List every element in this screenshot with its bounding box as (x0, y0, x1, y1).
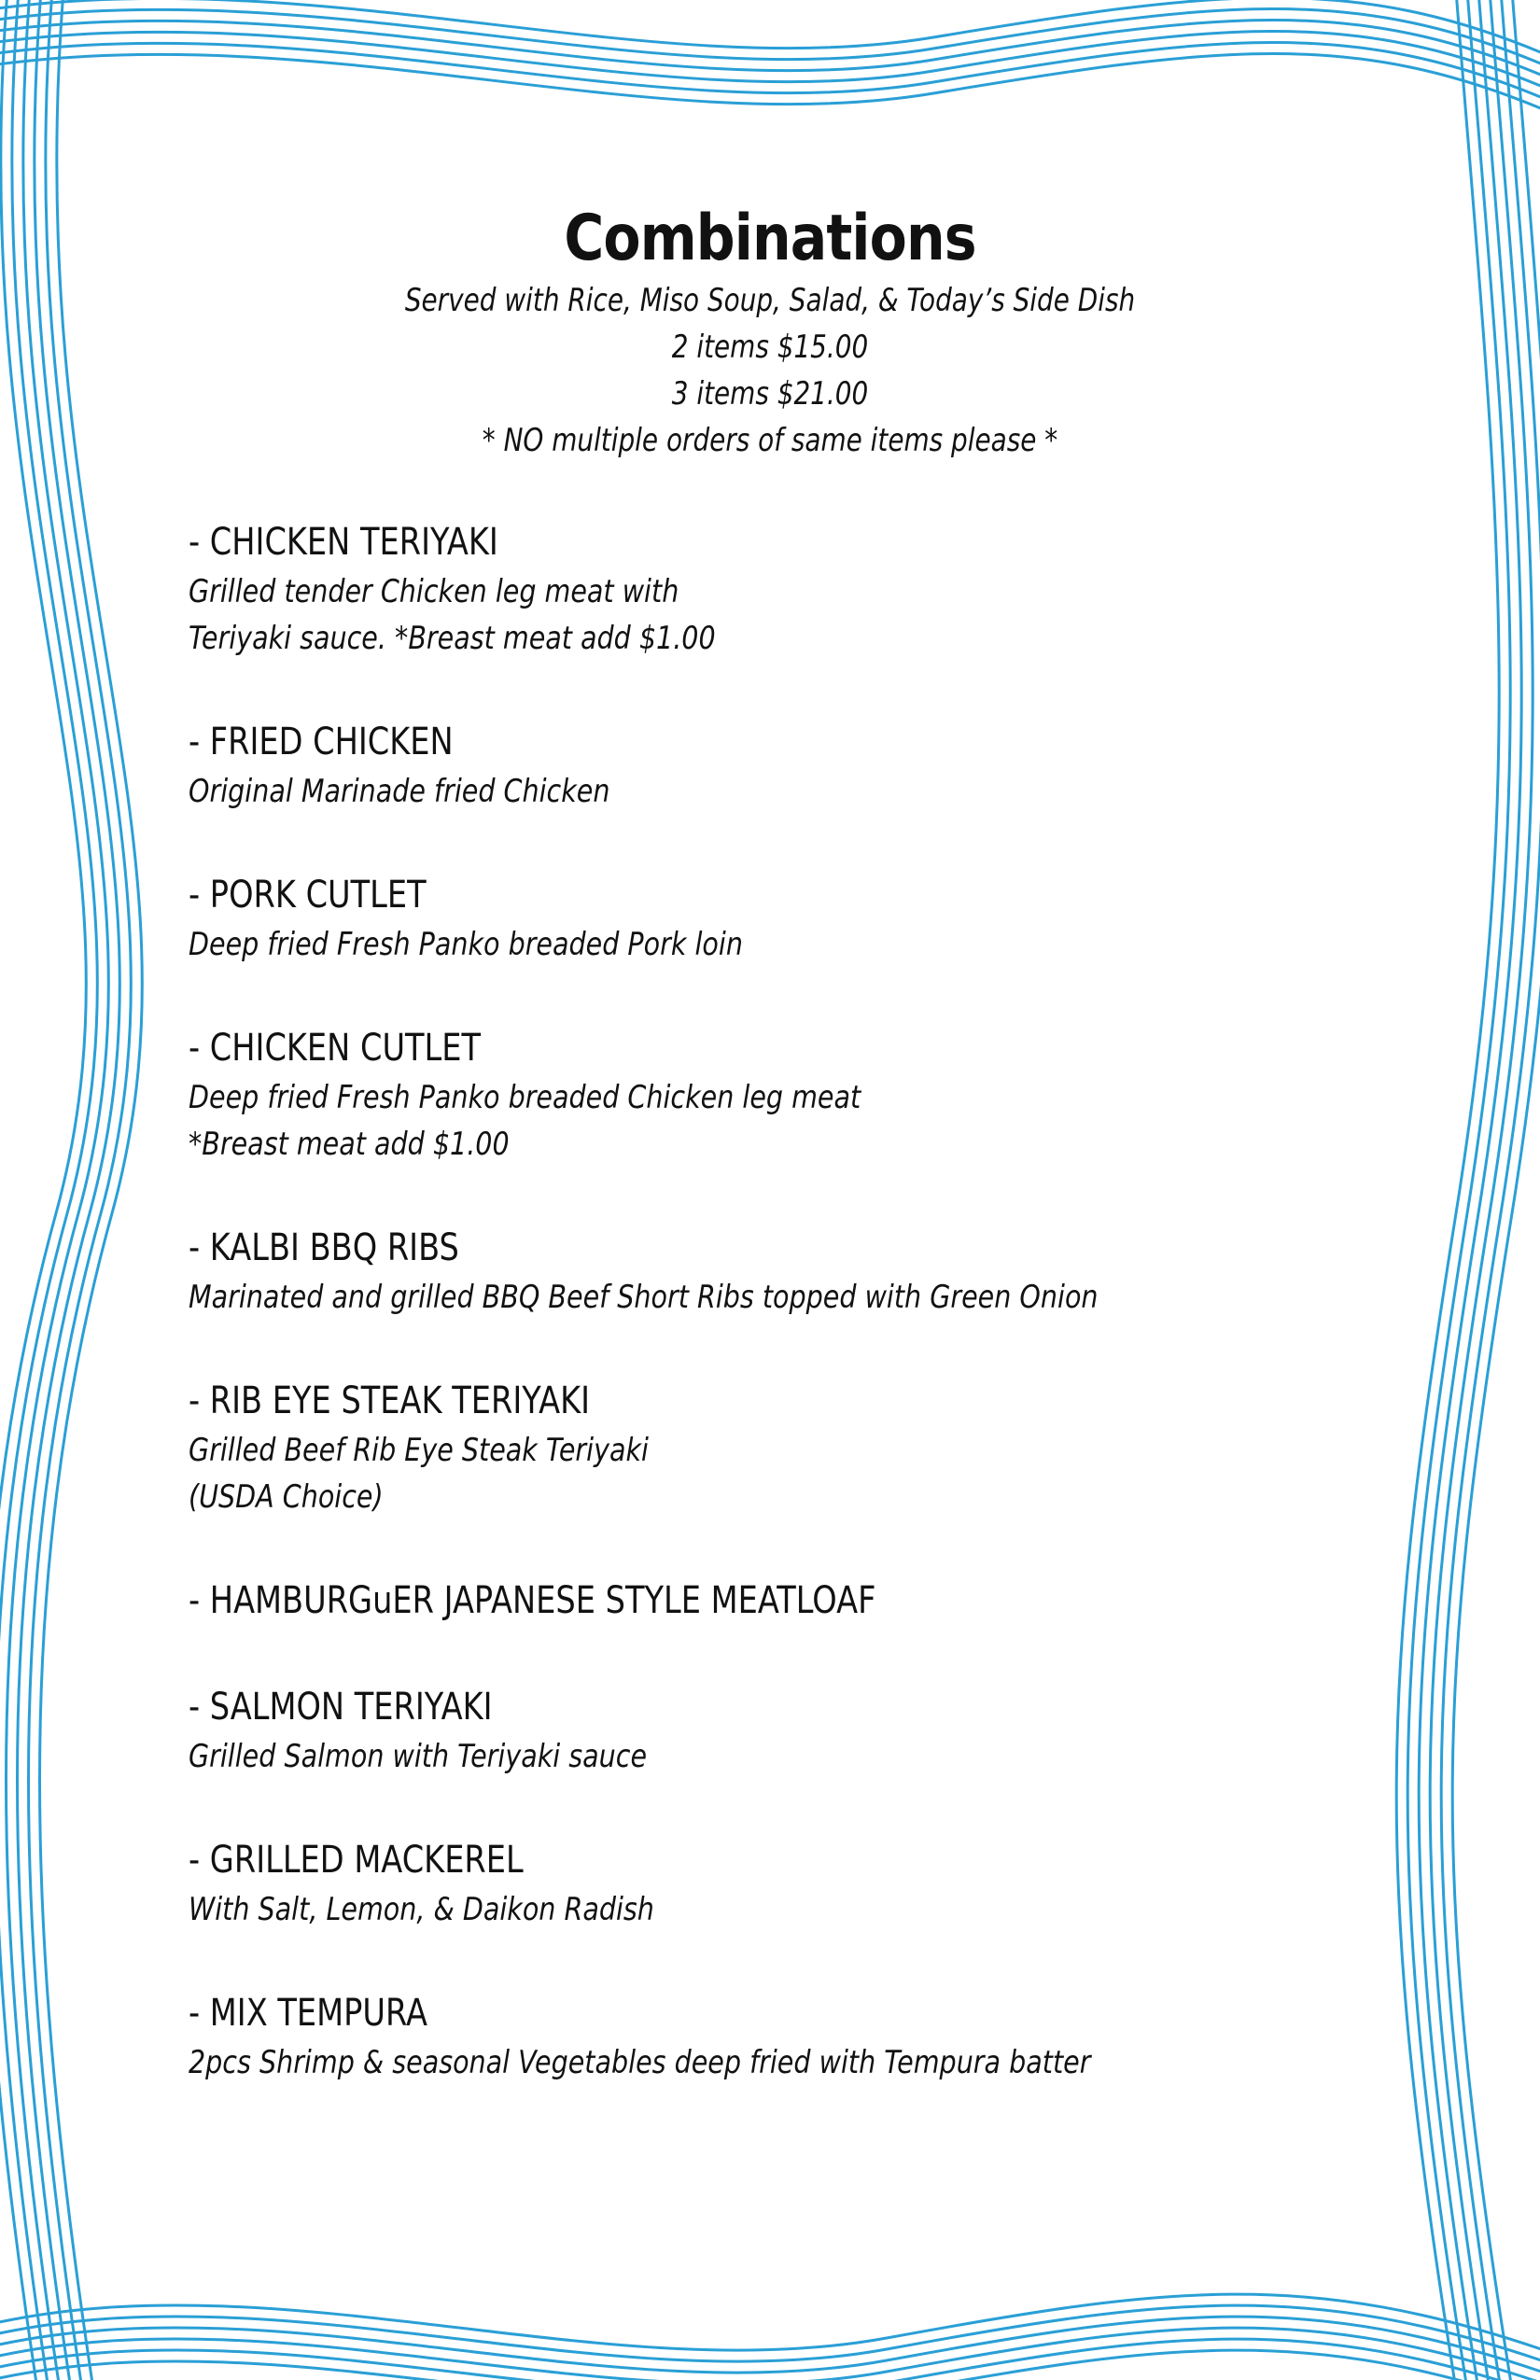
menu-item-description: Marinated and grilled BBQ Beef Short Ribs topped with Green Onion (189, 1279, 1099, 1316)
menu-item-name: - HAMBURGuER JAPANESE STYLE MEATLOAF (189, 1579, 876, 1622)
menu-item (189, 516, 1208, 662)
menu-item-description: Grilled Salmon with Teriyaki sauce (189, 1738, 648, 1775)
menu-item-description: *Breast meat add $1.00 (189, 1126, 510, 1163)
border-wave-bottom (0, 2317, 1540, 2374)
menu-item-name: - CHICKEN TERIYAKI (189, 521, 498, 564)
menu-item (189, 1222, 1208, 1321)
menu-item-name: - PORK CUTLET (189, 874, 427, 917)
menu-item (189, 1375, 1208, 1520)
menu-item-list (189, 516, 1402, 2140)
menu-item (189, 1987, 1208, 2086)
menu-item-name: - MIX TEMPURA (189, 1992, 427, 2035)
menu-item (189, 1681, 1208, 1780)
border-wave-top (0, 9, 1540, 68)
menu-item-description: Grilled Beef Rib Eye Steak Teriyaki (189, 1432, 649, 1469)
price-three-items: 3 items $21.00 (671, 375, 869, 413)
menu-item-name: - FRIED CHICKEN (189, 721, 454, 763)
page-title: Combinations (564, 202, 976, 275)
menu-item-name: - KALBI BBQ RIBS (189, 1226, 459, 1269)
menu-item-description: Deep fried Fresh Panko breaded Chicken leg meat (189, 1079, 861, 1116)
menu-item-name: - CHICKEN CUTLET (189, 1027, 482, 1070)
menu-item (189, 716, 1208, 815)
menu-item-description: Teriyaki sauce. *Breast meat add $1.00 (189, 620, 716, 657)
menu-item (189, 1575, 1208, 1627)
price-two-items: 2 items $15.00 (671, 329, 869, 366)
order-note: * NO multiple orders of same items please * (482, 422, 1058, 459)
menu-item-description: Deep fried Fresh Panko breaded Pork loin (189, 926, 743, 963)
menu-item (189, 1022, 1208, 1168)
menu-item-name: - SALMON TERIYAKI (189, 1686, 493, 1729)
menu-item (189, 869, 1208, 968)
menu-header (0, 201, 1540, 464)
menu-item-name: - RIB EYE STEAK TERIYAKI (189, 1379, 591, 1422)
menu-item-description: (USDA Choice) (189, 1478, 384, 1516)
menu-item (189, 1834, 1208, 1933)
menu-item-description: 2pcs Shrimp & seasonal Vegetables deep fried with Tempura batter (189, 2044, 1091, 2081)
subtitle-line: Served with Rice, Miso Soup, Salad, & Today’s Side Dish (404, 282, 1136, 319)
menu-item-description: Original Marinade fried Chicken (189, 773, 610, 810)
border-wave-bottom (0, 2350, 1540, 2380)
menu-item-description: With Salt, Lemon, & Daikon Radish (189, 1891, 654, 1928)
menu-item-name: - GRILLED MACKEREL (189, 1839, 524, 1882)
menu-item-description: Grilled tender Chicken leg meat with (189, 573, 679, 610)
